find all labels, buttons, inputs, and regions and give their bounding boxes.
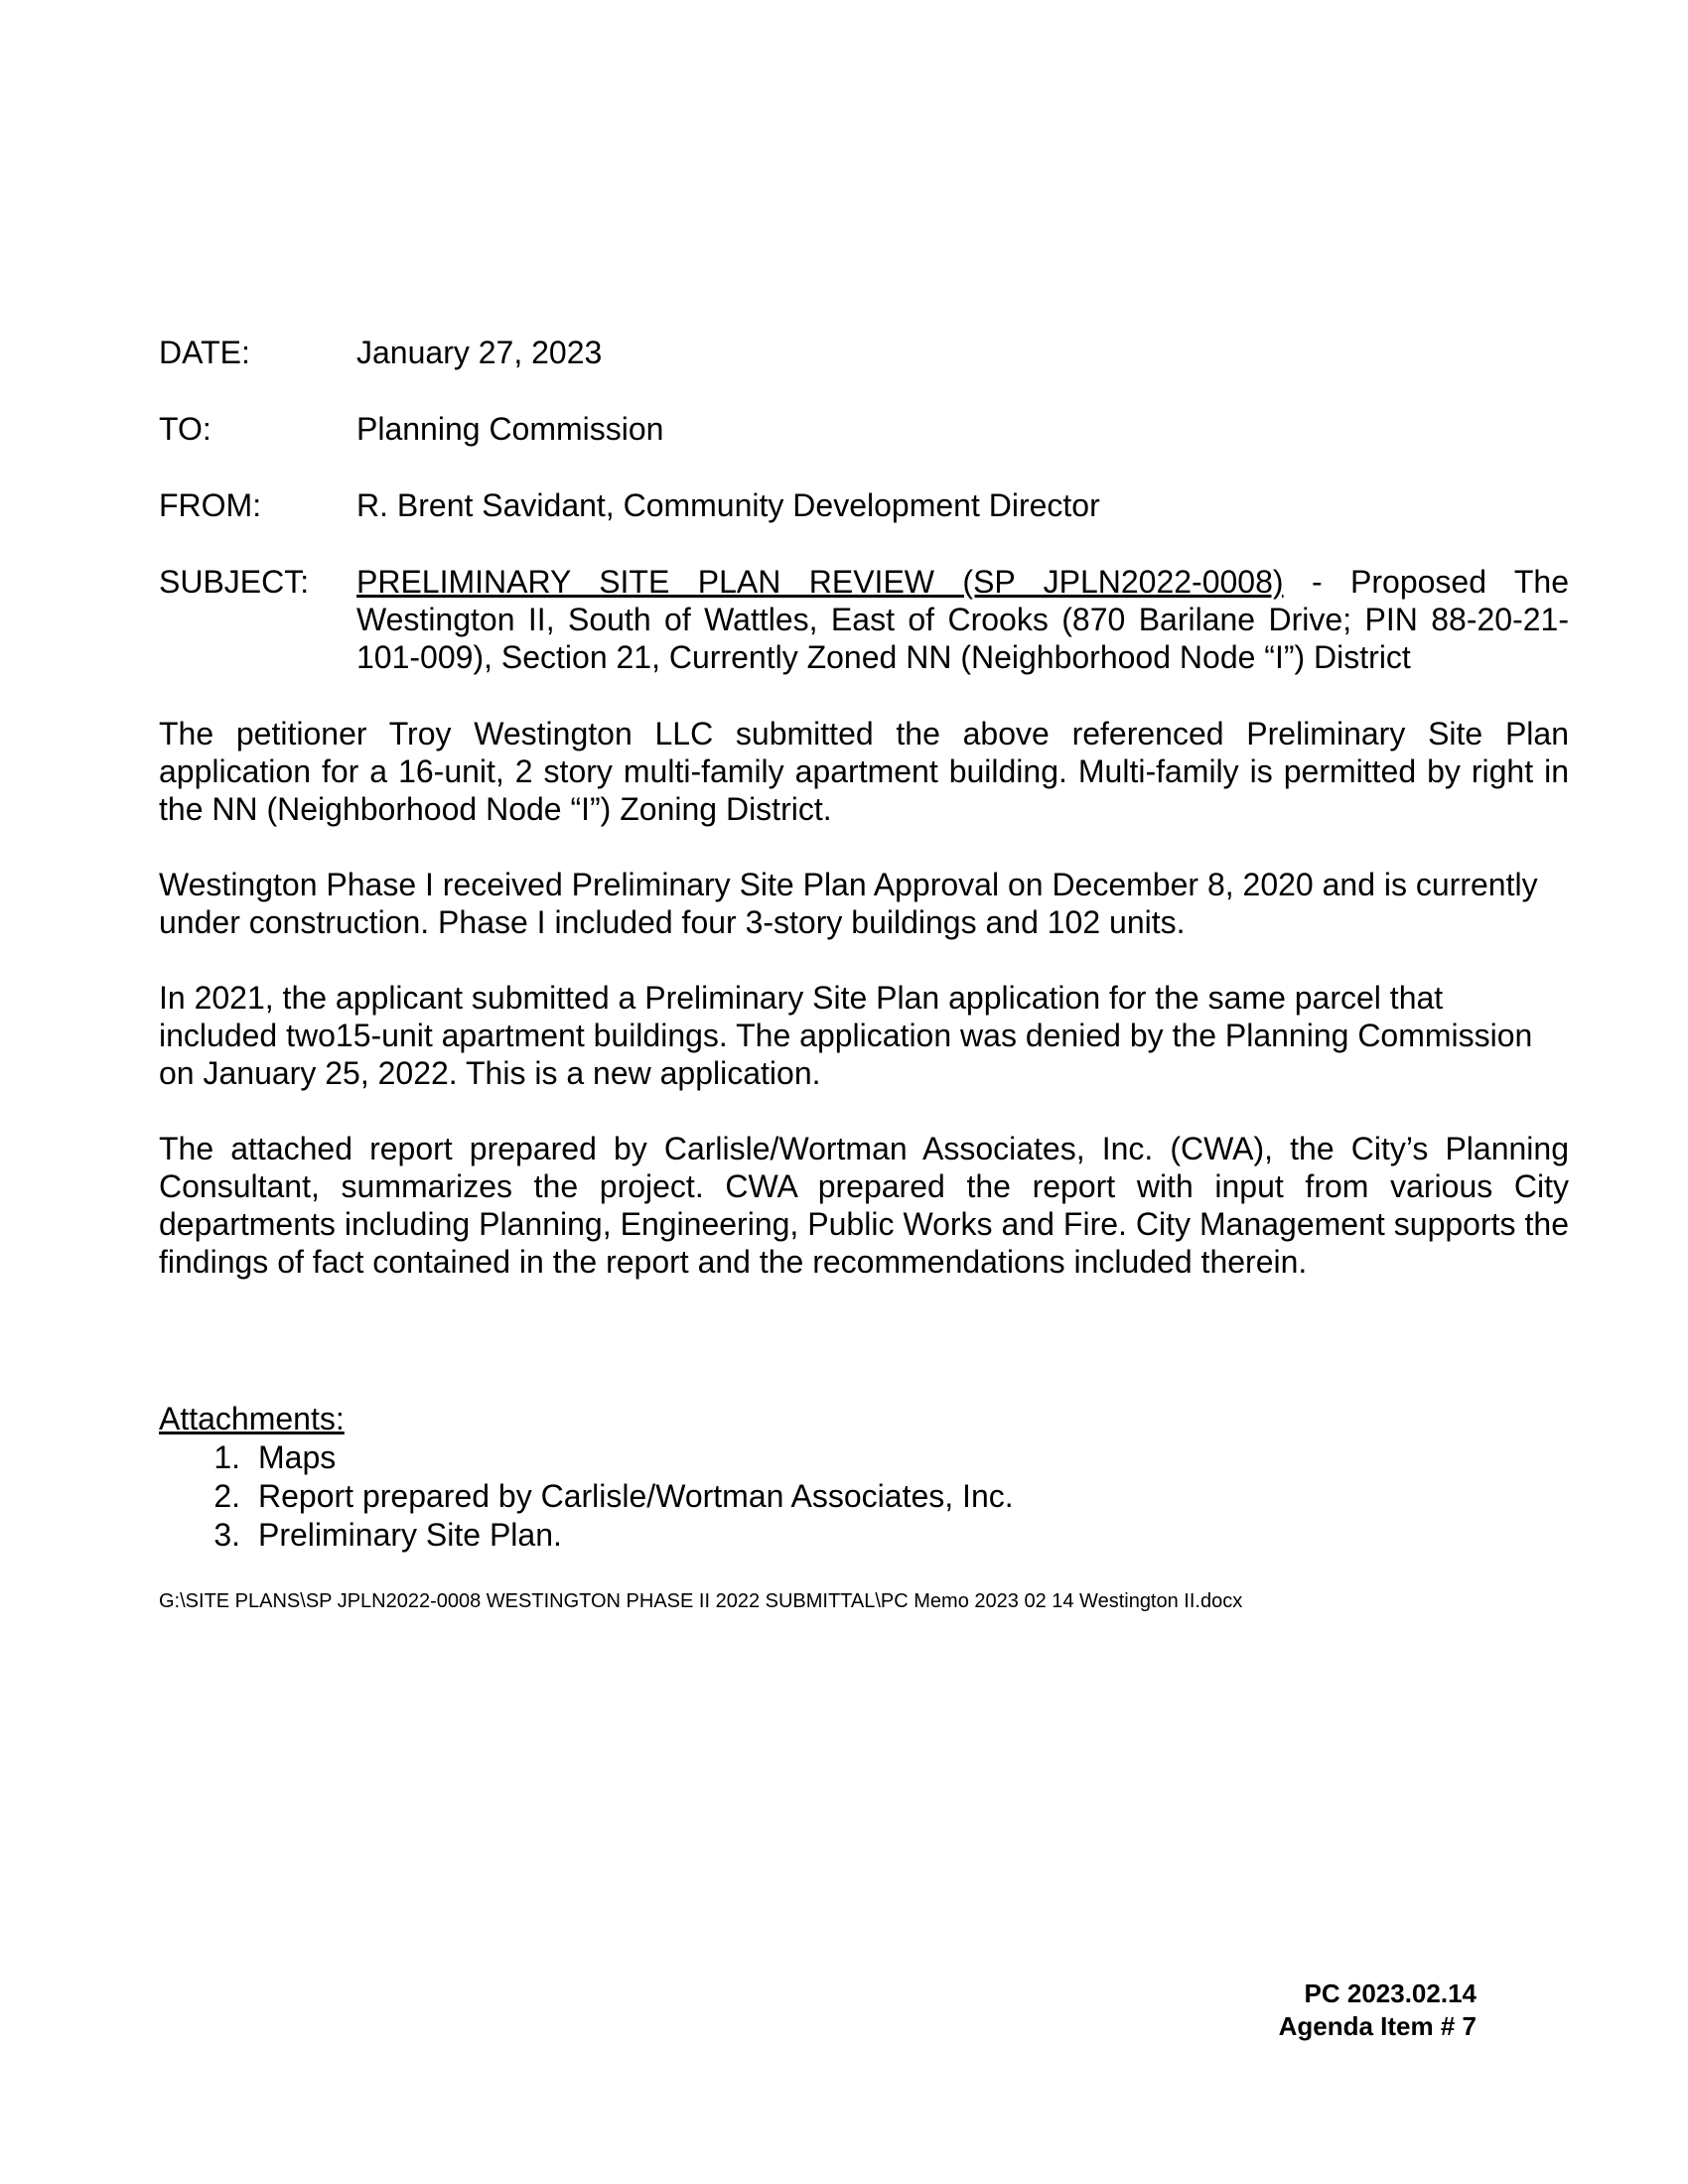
subject-title: PRELIMINARY SITE PLAN REVIEW (SP JPLN2022-0008) — [356, 564, 1284, 600]
attachment-item — [159, 1516, 1569, 1555]
date-row — [159, 334, 1569, 371]
to-row — [159, 410, 1569, 448]
body-paragraph-report: The attached report prepared by Carlisle/Wortman Associates, Inc. (CWA), the City’s Planning Consultant, summarizes the project. CWA prepared the report with input from various City departments including Planning, Engineering, Public Works and Fire. City Management supports the findings of fact contained in the report and the recommendations included therein. — [159, 1131, 1569, 1280]
agenda-date: PC 2023.02.14 — [1304, 1979, 1477, 2008]
attachment-item — [159, 1477, 1569, 1516]
body-paragraph-phase-one: Westington Phase I received Preliminary Site Plan Approval on December 8, 2020 and is currently under construction. Phase I included four 3-story buildings and 102 units. — [159, 867, 1538, 940]
to-label: TO: — [159, 411, 211, 447]
attachment-item — [159, 1438, 1569, 1477]
body-paragraph-petition: The petitioner Troy Westington LLC submitted the above referenced Preliminary Site Plan application for a 16-unit, 2 story multi-family apartment building. Multi-family is permitted by right in the NN (Neighborhood Node “I”) Zoning District. — [159, 716, 1569, 827]
attachment-number: 3. — [213, 1517, 240, 1553]
attachment-label: Maps — [258, 1439, 337, 1475]
agenda-reference — [1279, 1978, 1477, 2043]
attachments-list — [159, 1438, 1569, 1555]
subject-row — [159, 563, 1569, 676]
attachment-label: Report prepared by Carlisle/Wortman Associates, Inc. — [258, 1478, 1014, 1514]
subject-label: SUBJECT: — [159, 564, 310, 600]
date-label: DATE: — [159, 335, 250, 370]
attachment-label: Preliminary Site Plan. — [258, 1517, 562, 1553]
memo-header — [159, 334, 1569, 676]
from-label: FROM: — [159, 487, 262, 523]
file-path: G:\SITE PLANS\SP JPLN2022-0008 WESTINGTON PHASE II 2022 SUBMITTAL\PC Memo 2023 02 14 Westington II.docx — [159, 1590, 1243, 1612]
memo-body — [159, 715, 1569, 1318]
subject-value — [356, 563, 1569, 676]
from-value: R. Brent Savidant, Community Development Director — [356, 487, 1100, 523]
date-value: January 27, 2023 — [356, 335, 603, 370]
attachments-heading: Attachments: — [159, 1401, 345, 1436]
attachments-section — [159, 1400, 1569, 1555]
attachment-number: 1. — [213, 1439, 240, 1475]
body-paragraph-prior-application: In 2021, the applicant submitted a Preliminary Site Plan application for the same parcel that included two15-unit apartment buildings. The application was denied by the Planning Commission on January 25, 2022. This is a new application. — [159, 980, 1533, 1091]
agenda-item-number: Agenda Item # 7 — [1278, 2011, 1477, 2041]
from-row — [159, 486, 1569, 524]
to-value: Planning Commission — [356, 411, 664, 447]
attachment-number: 2. — [213, 1478, 240, 1514]
subject-description: - Proposed The Westington II, South of Wattles, East of Crooks (870 Barilane Drive; PIN 88-20-21-101-009), Section 21, Currently Zoned NN (Neighborhood Node “I”) District — [356, 564, 1570, 675]
